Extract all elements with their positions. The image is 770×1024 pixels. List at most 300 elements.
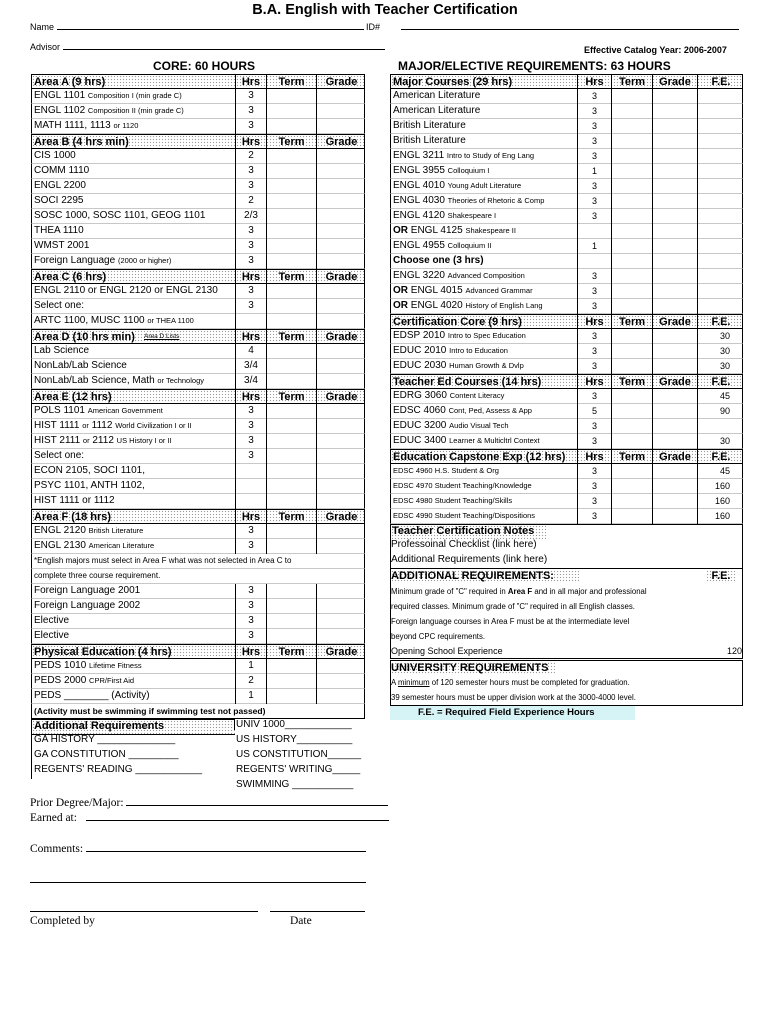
section-title-area_d: Area D (10 hrs min) [34, 331, 135, 343]
grade-cell[interactable] [652, 89, 697, 104]
grade-cell[interactable] [316, 539, 366, 554]
section-title-area_f: Area F (18 hrs) [34, 511, 112, 523]
english-grade-line-part: required classes. Minimum grade of "C" required in all English classes. [391, 602, 635, 611]
requirement-item[interactable]: SWIMMING ___________ [236, 779, 354, 790]
right-additional-title: ADDITIONAL REQUIREMENTS: [391, 570, 579, 583]
course-label [393, 209, 577, 224]
course-desc: Colloquium II [447, 241, 492, 250]
term-cell[interactable] [611, 179, 652, 194]
opening-school-label: Opening School Experience [391, 646, 503, 656]
course-row [31, 149, 365, 164]
term-cell[interactable] [611, 149, 652, 164]
advisor-field[interactable] [30, 42, 385, 52]
fe-cell [697, 149, 744, 164]
grade-cell[interactable] [316, 599, 366, 614]
earned-at-line[interactable] [86, 820, 389, 821]
prior-degree-label: Prior Degree/Major: [30, 797, 124, 809]
earned-at-field[interactable] [30, 812, 389, 824]
grade-cell[interactable] [652, 434, 697, 449]
term-cell[interactable] [266, 314, 316, 329]
section-title-pe: Physical Education (4 hrs) [34, 646, 172, 658]
hours-cell: 3 [235, 254, 266, 269]
course-label [34, 374, 235, 389]
term-cell[interactable] [266, 164, 316, 179]
course-desc: or [157, 376, 165, 385]
completed-by-line[interactable] [30, 911, 258, 912]
term-cell[interactable] [266, 224, 316, 239]
prior-degree-line[interactable] [126, 805, 388, 806]
hours-cell [235, 464, 266, 479]
course-code: ENGL 2130 [34, 540, 89, 551]
course-label [34, 404, 235, 419]
grade-cell[interactable] [316, 254, 366, 269]
grade-cell[interactable] [652, 509, 697, 524]
grade-cell[interactable] [652, 224, 697, 239]
grade-cell[interactable] [316, 224, 366, 239]
course-row [390, 464, 743, 479]
section-header-area_d [31, 329, 365, 344]
grade-cell[interactable] [316, 419, 366, 434]
comments-label: Comments: [30, 843, 84, 855]
term-cell[interactable] [611, 404, 652, 419]
id-line[interactable] [401, 29, 739, 30]
term-cell[interactable] [266, 449, 316, 464]
cpc-line [391, 629, 742, 644]
grade-cell[interactable] [316, 659, 366, 674]
grade-cell[interactable] [316, 689, 366, 704]
section-title-area_a: Area A (9 hrs) [34, 76, 106, 88]
grade-cell[interactable] [316, 524, 366, 539]
hours-cell: 3 [235, 599, 266, 614]
term-cell[interactable] [611, 329, 652, 344]
grade-cell[interactable] [316, 119, 366, 134]
grade-cell[interactable] [652, 284, 697, 299]
section-title-teacher_ed: Teacher Ed Courses (14 hrs) [393, 376, 542, 388]
term-cell[interactable] [611, 134, 652, 149]
grade-header: Grade [652, 450, 697, 465]
course-code: Elective [34, 630, 70, 641]
course-label [393, 404, 577, 419]
course-row [390, 149, 743, 164]
grade-cell[interactable] [652, 104, 697, 119]
term-cell[interactable] [611, 359, 652, 374]
term-cell[interactable] [266, 344, 316, 359]
course-code: EDSC 4060 [393, 405, 449, 416]
course-row [31, 299, 365, 314]
course-row [31, 284, 365, 299]
course-row [31, 194, 365, 209]
course-code: ENGL 4120 [393, 210, 448, 221]
course-desc: ENGL 4125 [410, 225, 466, 236]
term-cell[interactable] [611, 344, 652, 359]
course-code: EDSC 4970 Student Teaching/Knowledge [393, 481, 532, 490]
course-label [34, 194, 235, 209]
professional-checklist-link[interactable]: Professoinal Checklist (link here) [391, 539, 537, 550]
term-cell[interactable] [611, 509, 652, 524]
grade-cell[interactable] [316, 149, 366, 164]
grade-cell[interactable] [652, 479, 697, 494]
term-header: Term [266, 645, 316, 660]
additional-requirements-header [391, 569, 742, 584]
course-desc-2: History of English Lang [465, 301, 543, 310]
requirement-item[interactable]: GA HISTORY ______________ [34, 734, 176, 745]
term-cell[interactable] [266, 539, 316, 554]
fe-cell: 30 [697, 329, 744, 344]
course-row [390, 104, 743, 119]
advisor-line[interactable] [63, 49, 385, 50]
term-cell[interactable] [611, 89, 652, 104]
grade-cell[interactable] [316, 314, 366, 329]
course-label [34, 464, 235, 479]
term-cell[interactable] [266, 479, 316, 494]
course-row [31, 254, 365, 269]
term-cell[interactable] [611, 119, 652, 134]
grade-cell[interactable] [652, 419, 697, 434]
course-desc: CPR/First Aid [89, 676, 135, 685]
course-label [34, 119, 235, 134]
fe-cell [697, 239, 744, 254]
course-desc: or [147, 316, 155, 325]
grade-cell[interactable] [652, 134, 697, 149]
course-label [393, 149, 577, 164]
term-cell[interactable] [266, 584, 316, 599]
additional-requirements-link[interactable]: Additional Requirements (link here) [391, 554, 548, 565]
grade-requirement-line-part: Area F [507, 587, 533, 596]
term-cell[interactable] [611, 464, 652, 479]
hrs-header: Hrs [577, 450, 611, 465]
term-cell[interactable] [266, 359, 316, 374]
course-label [393, 194, 577, 209]
grade-cell[interactable] [316, 494, 366, 509]
hours-cell: 3 [235, 89, 266, 104]
term-cell[interactable] [611, 284, 652, 299]
grade-cell[interactable] [652, 269, 697, 284]
fe-cell: 30 [697, 344, 744, 359]
fe-cell [697, 269, 744, 284]
course-code: HIST 1111 [34, 420, 83, 431]
fe-header: F.E. [697, 375, 744, 390]
term-cell[interactable] [611, 269, 652, 284]
fe-cell [697, 104, 744, 119]
hrs-header: Hrs [235, 75, 266, 90]
area-d-lists-link[interactable]: Area D Lists [144, 333, 180, 340]
grade-cell[interactable] [652, 254, 697, 269]
term-cell[interactable] [611, 224, 652, 239]
grade-cell[interactable] [316, 344, 366, 359]
term-cell[interactable] [266, 419, 316, 434]
grade-cell[interactable] [316, 629, 366, 644]
date-line[interactable] [270, 911, 365, 912]
term-cell[interactable] [266, 104, 316, 119]
section-title-capstone: Education Capstone Exp (12 hrs) [393, 451, 566, 463]
hours-cell: 3 [235, 449, 266, 464]
course-label [393, 239, 577, 254]
course-row [31, 434, 365, 449]
term-cell[interactable] [611, 389, 652, 404]
term-cell[interactable] [266, 494, 316, 509]
term-cell[interactable] [266, 674, 316, 689]
term-cell[interactable] [266, 239, 316, 254]
term-cell[interactable] [266, 614, 316, 629]
course-row [31, 344, 365, 359]
course-row [31, 179, 365, 194]
university-requirements-title: UNIVERSITY REQUIREMENTS [391, 662, 555, 675]
hours-cell: 3 [577, 209, 611, 224]
course-desc: Cont, Ped, Assess & App [448, 406, 532, 415]
term-cell[interactable] [611, 494, 652, 509]
requirement-item[interactable]: US CONSTITUTION______ [236, 749, 362, 760]
course-code: Choose one (3 hrs) [393, 255, 484, 266]
term-cell[interactable] [266, 689, 316, 704]
grade-cell[interactable] [652, 149, 697, 164]
grade-cell[interactable] [652, 119, 697, 134]
course-label [34, 89, 235, 104]
grade-cell[interactable] [316, 284, 366, 299]
term-cell[interactable] [266, 629, 316, 644]
grade-cell[interactable] [316, 479, 366, 494]
comments-field[interactable] [30, 843, 366, 855]
grade-cell[interactable] [316, 614, 366, 629]
grade-header: Grade [652, 315, 697, 330]
course-row [390, 359, 743, 374]
hrs-header: Hrs [577, 75, 611, 90]
comments-line-2[interactable] [30, 882, 366, 883]
course-code: Foreign Language 2001 [34, 585, 141, 596]
course-desc-2: (min grade C) [135, 91, 182, 100]
course-code: Elective [34, 615, 70, 626]
term-cell[interactable] [266, 254, 316, 269]
grade-header: Grade [316, 390, 366, 405]
term-cell[interactable] [611, 299, 652, 314]
term-cell[interactable] [266, 209, 316, 224]
course-row [31, 209, 365, 224]
course-code: British Literature [393, 135, 466, 146]
hours-cell: 3 [577, 89, 611, 104]
term-cell[interactable] [266, 659, 316, 674]
grade-requirement-line-part: Minimum grade of "C" required in [391, 587, 508, 596]
name-field[interactable] [30, 22, 739, 32]
course-code: Foreign Language 2002 [34, 600, 141, 611]
grade-cell[interactable] [316, 359, 366, 374]
term-cell[interactable] [266, 194, 316, 209]
grade-header: Grade [316, 270, 366, 285]
term-header: Term [266, 390, 316, 405]
term-cell[interactable] [611, 104, 652, 119]
hours-cell: 3/4 [235, 359, 266, 374]
fe-cell: 45 [697, 464, 744, 479]
term-cell[interactable] [266, 524, 316, 539]
course-label [393, 164, 577, 179]
course-code: American Literature [393, 90, 481, 101]
grade-cell[interactable] [316, 179, 366, 194]
term-cell[interactable] [266, 599, 316, 614]
section-header-pe [31, 644, 365, 659]
grade-requirement-line-part: and in all major and professional [532, 587, 647, 596]
term-cell[interactable] [266, 404, 316, 419]
fe-cell [697, 284, 744, 299]
grade-cell[interactable] [316, 404, 366, 419]
course-label [34, 164, 235, 179]
course-desc: Human Growth & Dvlp [449, 361, 524, 370]
grade-cell[interactable] [652, 239, 697, 254]
requirement-item[interactable]: US HISTORY__________ [236, 734, 353, 745]
hours-cell: 3 [577, 104, 611, 119]
grade-cell[interactable] [316, 374, 366, 389]
grade-cell[interactable] [652, 179, 697, 194]
fe-cell [697, 164, 744, 179]
course-code: OR [393, 285, 411, 296]
grade-cell[interactable] [316, 464, 366, 479]
term-cell[interactable] [266, 464, 316, 479]
course-label [34, 239, 235, 254]
term-header: Term [266, 135, 316, 150]
comments-line[interactable] [86, 851, 366, 852]
fe-cell [697, 89, 744, 104]
requirement-item[interactable]: REGENTS' WRITING_____ [236, 764, 361, 775]
grade-cell[interactable] [652, 344, 697, 359]
grade-cell[interactable] [316, 209, 366, 224]
fe-cell [697, 419, 744, 434]
hours-cell: 3 [235, 224, 266, 239]
area-f-note-1-text: *English majors must select in Area F what was not selected in Area C to [34, 556, 292, 565]
course-code: PEDS ________ (Activity) [34, 690, 150, 701]
course-row [390, 299, 743, 314]
term-cell[interactable] [611, 209, 652, 224]
advisor-label: Advisor [30, 42, 61, 52]
course-code: Lab Science [34, 345, 90, 356]
fe-cell [697, 179, 744, 194]
course-row [390, 269, 743, 284]
grade-cell[interactable] [316, 104, 366, 119]
university-line-c: of 120 semester hours must be completed for graduation. [429, 678, 630, 687]
course-code: Select one: [34, 450, 85, 461]
course-code: ARTC 1100, MUSC 1100 [34, 315, 148, 326]
term-cell[interactable] [266, 179, 316, 194]
term-cell[interactable] [611, 434, 652, 449]
grade-cell[interactable] [652, 494, 697, 509]
term-cell[interactable] [611, 239, 652, 254]
requirement-item[interactable]: GA CONSTITUTION _________ [34, 749, 179, 760]
grade-cell[interactable] [316, 164, 366, 179]
course-row [31, 479, 365, 494]
term-cell[interactable] [611, 419, 652, 434]
term-cell[interactable] [266, 284, 316, 299]
grade-cell[interactable] [316, 89, 366, 104]
course-code: NonLab/Lab Science [34, 360, 127, 371]
course-label [34, 224, 235, 239]
hours-cell: 3 [577, 494, 611, 509]
grade-cell[interactable] [652, 209, 697, 224]
course-desc-2: 1112 [88, 420, 116, 431]
term-cell[interactable] [266, 149, 316, 164]
fe-cell: 160 [697, 494, 744, 509]
term-cell[interactable] [611, 164, 652, 179]
course-label [34, 494, 235, 509]
course-row [31, 314, 365, 329]
hours-cell: 3 [235, 524, 266, 539]
major-heading: MAJOR/ELECTIVE REQUIREMENTS: 63 HOURS [398, 59, 671, 73]
term-header: Term [266, 75, 316, 90]
term-cell[interactable] [266, 89, 316, 104]
grade-cell[interactable] [652, 359, 697, 374]
course-row [390, 194, 743, 209]
course-label [393, 389, 577, 404]
grade-header: Grade [316, 135, 366, 150]
course-row [390, 209, 743, 224]
course-row [390, 224, 743, 239]
course-label [393, 134, 577, 149]
term-cell[interactable] [266, 374, 316, 389]
term-cell[interactable] [611, 254, 652, 269]
grade-cell[interactable] [316, 674, 366, 689]
section-title-area_c: Area C (6 hrs) [34, 271, 107, 283]
course-row [31, 674, 365, 689]
grade-header: Grade [316, 330, 366, 345]
requirement-item[interactable]: REGENTS' READING ____________ [34, 764, 203, 775]
course-label [34, 434, 235, 449]
hours-cell: 3 [577, 149, 611, 164]
course-label [34, 614, 235, 629]
course-row [390, 419, 743, 434]
grade-cell[interactable] [652, 194, 697, 209]
grade-cell[interactable] [652, 404, 697, 419]
hours-cell [235, 494, 266, 509]
grade-cell[interactable] [652, 329, 697, 344]
grade-cell[interactable] [316, 299, 366, 314]
hours-cell: 3 [235, 614, 266, 629]
hrs-header: Hrs [577, 375, 611, 390]
requirement-item[interactable]: UNIV 1000____________ [236, 719, 352, 730]
course-row [390, 164, 743, 179]
course-desc: American Government [87, 406, 163, 415]
term-cell[interactable] [266, 434, 316, 449]
course-desc: (2000 or higher) [117, 256, 172, 265]
grade-cell[interactable] [652, 299, 697, 314]
course-desc: or [82, 421, 89, 430]
hours-cell: 3 [235, 629, 266, 644]
course-label [34, 584, 235, 599]
course-code: American Literature [393, 105, 481, 116]
course-desc: ENGL 4020 [410, 300, 466, 311]
hours-cell: 3 [577, 464, 611, 479]
term-cell[interactable] [266, 299, 316, 314]
section-header-area_b [31, 134, 365, 149]
grade-cell[interactable] [316, 449, 366, 464]
term-cell[interactable] [266, 119, 316, 134]
course-row [31, 464, 365, 479]
core-column [31, 74, 365, 790]
hours-cell: 3 [577, 134, 611, 149]
grade-cell[interactable] [316, 434, 366, 449]
grade-cell[interactable] [316, 194, 366, 209]
grade-cell[interactable] [652, 389, 697, 404]
name-line[interactable] [57, 29, 364, 30]
term-cell[interactable] [611, 194, 652, 209]
course-desc-2: 2112 [89, 435, 117, 446]
term-header: Term [611, 450, 652, 465]
grade-cell[interactable] [316, 584, 366, 599]
grade-cell[interactable] [652, 164, 697, 179]
grade-cell[interactable] [316, 239, 366, 254]
grade-header: Grade [652, 375, 697, 390]
term-cell[interactable] [611, 479, 652, 494]
course-desc: Theories of Rhetoric & Comp [447, 196, 545, 205]
section-header-area_f [31, 509, 365, 524]
prior-degree-field[interactable] [30, 797, 388, 809]
hours-cell [577, 224, 611, 239]
grade-cell[interactable] [652, 464, 697, 479]
course-label [34, 524, 235, 539]
